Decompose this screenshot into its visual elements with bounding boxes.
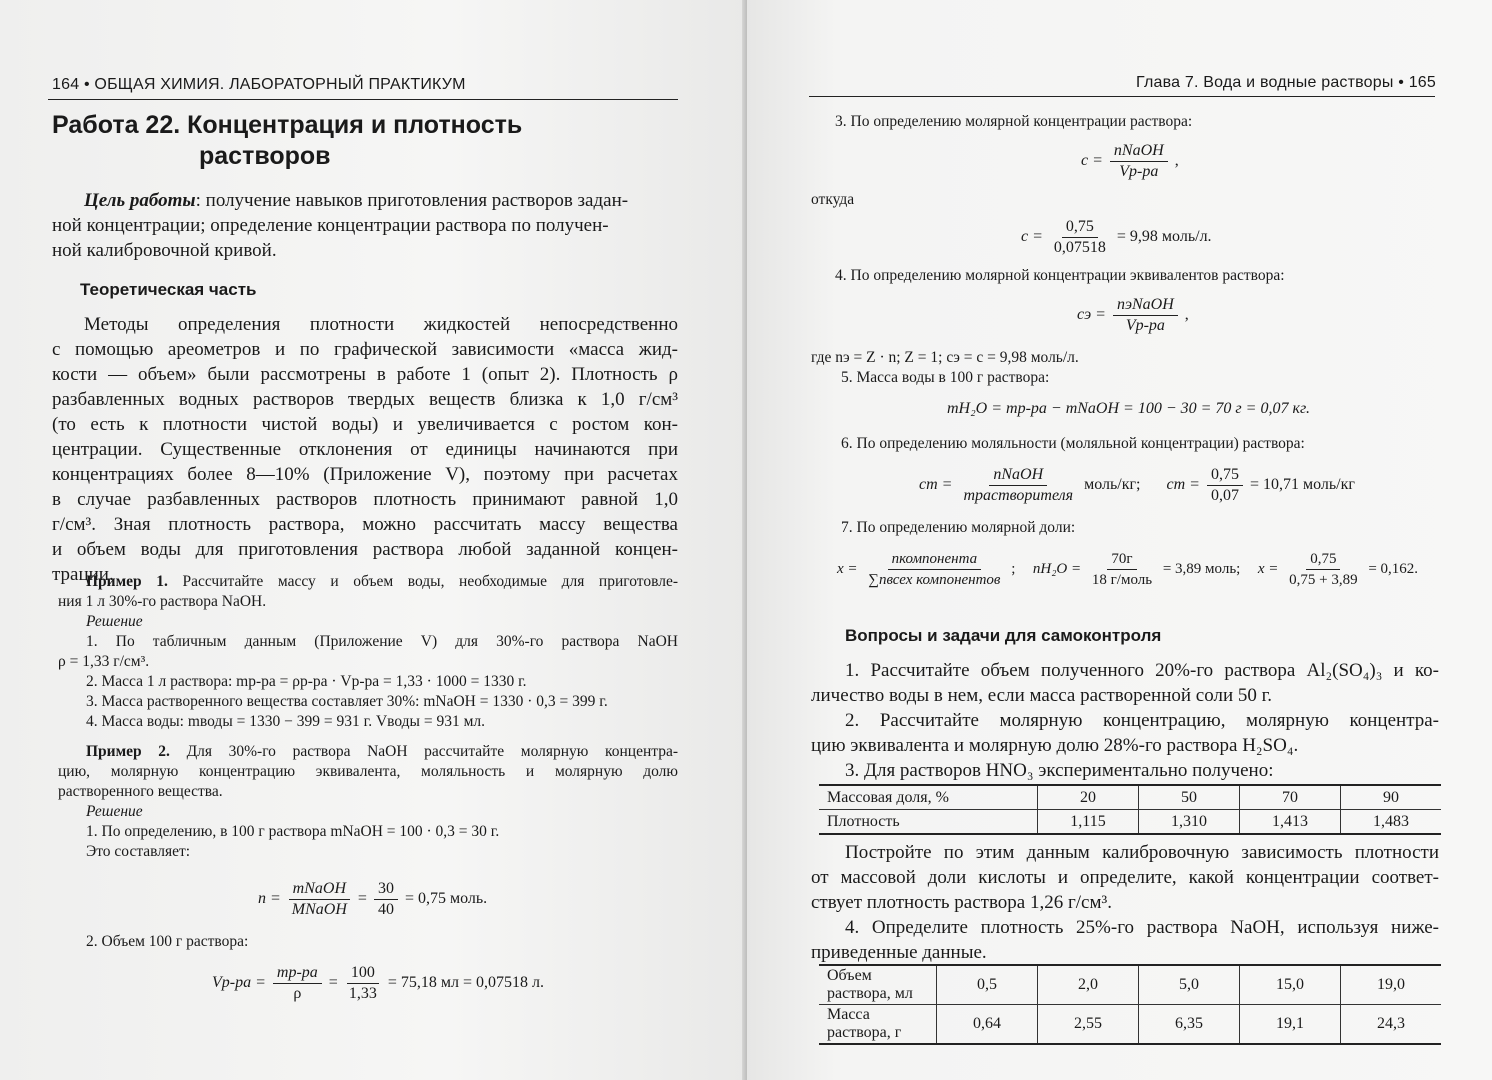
theory-line: с помощью ареометров и по графической зависимости «масса жид- [52,339,678,360]
formula-lhs: c = [1021,228,1043,246]
fraction [1285,550,1361,589]
formula-rhs: = 75,18 мл = 0,07518 л. [387,974,544,992]
theory-line: кости — объем» были рассмотрены в работе 1 (опыт 2). Плотность ρ [52,364,678,385]
fraction [374,880,398,919]
table-cell: 1,115 [1038,810,1139,835]
formula-rhs: = 0,75 моль. [404,890,488,908]
question-1: личество воды в нем, если масса растворенной соли 50 г. [811,685,1273,706]
formula-v [212,964,544,1003]
fraction [959,466,1077,505]
formula-lhs: n = [258,890,281,908]
header-rule [809,96,1435,97]
header-rule [48,99,678,100]
formula-unit: моль/кг; [1084,476,1141,494]
table-cell: 19,0 [1341,965,1442,1005]
fraction-num: 0,75 [1062,218,1098,238]
question-2: цию эквивалента и молярную долю 28%-го раствора H₂SO₄. [811,735,1299,756]
fraction-num: 100 [347,964,379,984]
left-page [0,0,745,1080]
table-cell: 1,483 [1341,810,1442,835]
fraction [1207,466,1243,505]
fraction-den: 0,07518 [1053,239,1106,256]
theory-line: центрации. Существенные отклонения от единицы начинаются при [52,439,678,460]
theory-line: трации. [52,564,114,585]
formula-rhs: = 0,162. [1368,560,1419,577]
fraction-num: nNaOH [1110,142,1168,162]
fraction [1088,550,1156,589]
table-row [819,810,1441,835]
theory-line: концентрациях более 8—10% (Приложение V), поэтому при расчетах [52,464,678,485]
step-3: 3. По определению молярной концентрации раствора: [835,113,1193,130]
fraction-den: mрастворителя [963,487,1074,504]
example-1-text: ния 1 л 30%-го раствора NaOH. [58,593,267,610]
fraction [1113,296,1178,335]
formula-lhs: x = [837,560,858,577]
table-row [819,1005,1441,1045]
step-6: 6. По определению моляльности (моляльной концентрации) раствора: [841,435,1305,452]
fraction-num: mр-ра [273,964,322,984]
theory-line: разбавленных водных растворов твердых веществ близка к 1,0 г/см³ [52,389,678,410]
step-5: 5. Масса воды в 100 г раствора: [841,369,1050,386]
table-cell: Плотность [819,810,1038,835]
formula-lhs: cэ = [1077,306,1106,324]
goal-text-1: : получение навыков приготовления растворов задан- [195,190,629,211]
formula-c [1081,142,1179,181]
table-cell: 1,413 [1240,810,1341,835]
fraction [1110,142,1168,181]
table-cell: 0,64 [937,1005,1038,1045]
solution-step: 3. Масса растворенного вещества составляет 30%: mNaOH = 1330 · 0,3 = 399 г. [86,693,608,710]
right-page [747,0,1492,1080]
question-3: 3. Для растворов HNO₃ экспериментально получено: [845,760,1274,781]
formula-sep: ; [1011,560,1016,577]
where-text: где nэ = Z · n; Z = 1; cэ = c = 9,98 моль/л. [811,349,1079,366]
formula-lhs: x = [1257,560,1279,577]
fraction-den: 0,75 + 3,89 [1289,572,1358,588]
question-4: приведенные данные. [811,942,987,963]
example-2-text: растворенного вещества. [58,783,223,800]
table-cell: 2,55 [1038,1005,1139,1045]
left-running-header [52,76,466,94]
example-1 [58,572,678,732]
formula-c2 [1021,218,1212,257]
page-number: 164 [52,76,80,93]
table-naoh [819,964,1441,1045]
formula-lhs: nH₂O = [1032,560,1082,577]
formula-x [837,550,1418,589]
formula-lhs: c = [1081,152,1103,170]
formula-rhs: , [1174,152,1179,170]
theory-paragraph [52,312,678,587]
fraction-den: ρ [293,985,302,1002]
fraction [345,964,381,1003]
table-cell: Масса раствора, г [819,1005,937,1045]
fraction-num: mNaOH [289,880,350,900]
right-running-header [1136,74,1436,92]
fraction-den: ∑nвсех компонентов [868,572,1001,588]
fraction-den: MNaOH [291,901,347,918]
table-cell: 20 [1038,785,1139,810]
formula-rhs: , [1184,306,1189,324]
table-cell: 1,310 [1139,810,1240,835]
formula-lhs: cm = [1166,476,1200,494]
chapter-title: Глава 7. Вода и водные растворы [1136,74,1394,91]
fraction-num: 70г [1107,550,1136,570]
solution-label: Решение [86,803,143,820]
table-cell: 0,5 [937,965,1038,1005]
fraction-num: 0,75 [1306,550,1340,570]
table-row [819,965,1441,1005]
page-number: 165 [1408,74,1436,91]
step-7: 7. По определению молярной доли: [841,519,1076,536]
solution-step: Это составляет: [86,843,191,860]
goal-label: Цель работы [84,190,196,211]
question-4: 4. Определите плотность 25%-го раствора NaOH, используя ниже- [845,917,1439,938]
solution-label: Решение [86,613,143,630]
theory-line: (то есть к плотности чистой воды) и увеличивается с ростом кон- [52,414,678,435]
solution-step: 2. Масса 1 л раствора: mр-ра = ρр-ра · Vр-ра = 1,33 · 1000 = 1330 г. [86,673,527,690]
fraction-den: 40 [377,901,394,918]
table-cell: 90 [1341,785,1442,810]
example-1-label: Пример 1. [86,573,168,590]
formula-rhs: = 10,71 моль/кг [1249,476,1355,494]
fraction-den: 0,07 [1210,487,1239,504]
formula-water: mH₂O = mр-ра − mNaOH = 100 − 30 = 70 г = 0,07 кг. [947,400,1310,417]
formula-eq: = [328,974,338,992]
work-title-line1: Работа 22. Концентрация и плотность [52,111,523,139]
solution-step: 4. Масса воды: mводы = 1330 − 399 = 931 г. Vводы = 931 мл. [86,713,485,730]
formula-eq: = [357,890,367,908]
table-cell: 5,0 [1139,965,1240,1005]
solution-step: 2. Объем 100 г раствора: [86,933,249,950]
formula-cm [919,466,1355,505]
book-title: ОБЩАЯ ХИМИЯ. ЛАБОРАТОРНЫЙ ПРАКТИКУМ [94,76,466,93]
formula-rhs: = 3,89 моль; [1162,560,1241,577]
goal-paragraph [52,188,678,263]
goal-text-2: ной концентрации; определение концентрации раствора по получен- [52,215,609,236]
fraction-den: Vр-ра [1119,163,1159,180]
table-cell: 2,0 [1038,965,1139,1005]
fraction [288,880,351,919]
header-bullet: • [1398,74,1405,91]
solution-step: 1. По определению, в 100 г раствора mNaOH = 100 · 0,3 = 30 г. [86,823,500,840]
example-2-text: цию, молярную концентрацию эквивалента, моляльность и молярную долю [58,763,678,780]
table-cell: 50 [1139,785,1240,810]
example-2 [58,742,678,862]
theory-line: и объем воды для приготовления раствора любой заданной концен- [52,539,678,560]
header-bullet: • [83,76,90,93]
example-1-text: Рассчитайте массу и объем воды, необходимые для приготовле- [167,573,678,590]
formula-n [258,880,487,919]
solution-step: 1. По табличным данным (Приложение V) для 30%-го раствора NaOH [86,633,678,650]
formula-lhs: Vр-ра = [212,974,266,992]
table-cell: 19,1 [1240,1005,1341,1045]
table-cell: 70 [1240,785,1341,810]
table-hno3 [819,784,1441,835]
fraction-den: 18 г/моль [1091,572,1153,588]
question-3-cont [811,840,1439,965]
fraction-den: Vр-ра [1125,317,1165,334]
step-4: 4. По определению молярной концентрации эквивалентов раствора: [835,267,1285,284]
fraction-num: nэNaOH [1113,296,1178,316]
fraction-num: 30 [374,880,398,900]
question-3-text: ствует плотность раствора 1,26 г/см³. [811,892,1112,913]
fraction-num: nNaOH [989,466,1047,486]
fraction [273,964,322,1003]
table-cell: 24,3 [1341,1005,1442,1045]
goal-text-3: ной калибровочной кривой. [52,240,277,261]
formula-rhs: = 9,98 моль/л. [1116,228,1212,246]
fraction-num: nкомпонента [888,550,982,570]
theory-line: Методы определения плотности жидкостей непосредственно [84,314,678,335]
theory-line: в случае разбавленных растворов плотность принимают равной 1,0 [52,489,678,510]
question-3-text: Постройте по этим данным калибровочную зависимость плотности [845,842,1439,863]
formula-ce [1077,296,1189,335]
questions-1-3 [811,658,1439,783]
formula-lhs: cm = [919,476,953,494]
fraction-den: 1,33 [348,985,377,1002]
example-2-text: Для 30%-го раствора NaOH рассчитайте молярную концентра- [169,743,678,760]
question-2: 2. Рассчитайте молярную концентрацию, молярную концентра- [845,710,1439,731]
question-3-text: от массовой доли кислоты и определите, какой концентрации соответ- [811,867,1439,888]
solution-step: ρ = 1,33 г/см³. [58,653,150,670]
work-title-line2: растворов [199,142,331,170]
question-1: 1. Рассчитайте объем полученного 20%-го раствора Al₂(SO₄)₃ и ко- [845,660,1439,681]
table-cell: Массовая доля, % [819,785,1038,810]
table-cell: Объем раствора, мл [819,965,937,1005]
fraction [864,550,1004,589]
fraction [1050,218,1110,257]
fraction-num: 0,75 [1207,466,1243,486]
table-cell: 6,35 [1139,1005,1240,1045]
theory-heading: Теоретическая часть [80,280,257,299]
table-row [819,785,1441,810]
whence-text: откуда [811,191,855,208]
example-2-label: Пример 2. [86,743,170,760]
questions-heading: Вопросы и задачи для самоконтроля [845,626,1162,645]
work-title [52,110,522,172]
table-cell: 15,0 [1240,965,1341,1005]
theory-line: г/см³. Зная плотность раствора, можно рассчитать массу вещества [52,514,678,535]
